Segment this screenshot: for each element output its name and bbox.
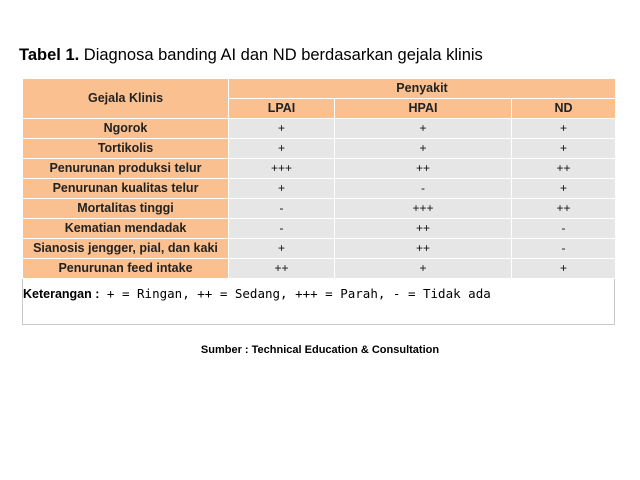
value-nd: ++ bbox=[512, 159, 616, 179]
value-nd: + bbox=[512, 119, 616, 139]
table-caption bbox=[19, 46, 483, 65]
value-nd: + bbox=[512, 139, 616, 159]
source-citation: Sumber : Technical Education & Consultation bbox=[200, 344, 440, 356]
table-row bbox=[23, 259, 616, 279]
value-hpai: - bbox=[335, 179, 512, 199]
note-label: Keterangan : bbox=[23, 287, 100, 301]
column-header-lpai: LPAI bbox=[229, 99, 335, 119]
column-header-nd: ND bbox=[512, 99, 616, 119]
value-hpai: ++ bbox=[335, 239, 512, 259]
value-lpai: - bbox=[229, 199, 335, 219]
value-lpai: + bbox=[229, 139, 335, 159]
value-nd: + bbox=[512, 259, 616, 279]
value-hpai: ++ bbox=[335, 219, 512, 239]
symptom-header: Gejala Klinis bbox=[23, 79, 229, 119]
value-nd: ++ bbox=[512, 199, 616, 219]
table-row bbox=[23, 179, 616, 199]
table-row bbox=[23, 139, 616, 159]
table-row bbox=[23, 159, 616, 179]
symptom-label: Penurunan produksi telur bbox=[23, 159, 229, 179]
symptom-label: Penurunan feed intake bbox=[23, 259, 229, 279]
symptom-label: Mortalitas tinggi bbox=[23, 199, 229, 219]
table-row bbox=[23, 199, 616, 219]
value-lpai: - bbox=[229, 219, 335, 239]
symptom-label: Penurunan kualitas telur bbox=[23, 179, 229, 199]
disease-header: Penyakit bbox=[229, 79, 616, 99]
value-hpai: + bbox=[335, 259, 512, 279]
diagnosis-table bbox=[22, 78, 615, 325]
value-nd: - bbox=[512, 239, 616, 259]
symptom-label: Kematian mendadak bbox=[23, 219, 229, 239]
value-lpai: ++ bbox=[229, 259, 335, 279]
value-lpai: +++ bbox=[229, 159, 335, 179]
value-lpai: + bbox=[229, 239, 335, 259]
value-lpai: + bbox=[229, 119, 335, 139]
symptom-label: Tortikolis bbox=[23, 139, 229, 159]
value-hpai: +++ bbox=[335, 199, 512, 219]
caption-text: Diagnosa banding AI dan ND berdasarkan gejala klinis bbox=[79, 46, 483, 64]
value-hpai: + bbox=[335, 139, 512, 159]
value-hpai: + bbox=[335, 119, 512, 139]
value-hpai: ++ bbox=[335, 159, 512, 179]
caption-label: Tabel 1. bbox=[19, 46, 80, 64]
value-nd: + bbox=[512, 179, 616, 199]
value-lpai: + bbox=[229, 179, 335, 199]
note-text: + = Ringan, ++ = Sedang, +++ = Parah, - = Tidak ada bbox=[99, 286, 491, 301]
table-row bbox=[23, 219, 616, 239]
table-row bbox=[23, 239, 616, 259]
value-nd: - bbox=[512, 219, 616, 239]
symptom-label: Ngorok bbox=[23, 119, 229, 139]
table-row bbox=[23, 119, 616, 139]
column-header-hpai: HPAI bbox=[335, 99, 512, 119]
symptom-label: Sianosis jengger, pial, dan kaki bbox=[23, 239, 229, 259]
legend-note bbox=[23, 286, 491, 301]
